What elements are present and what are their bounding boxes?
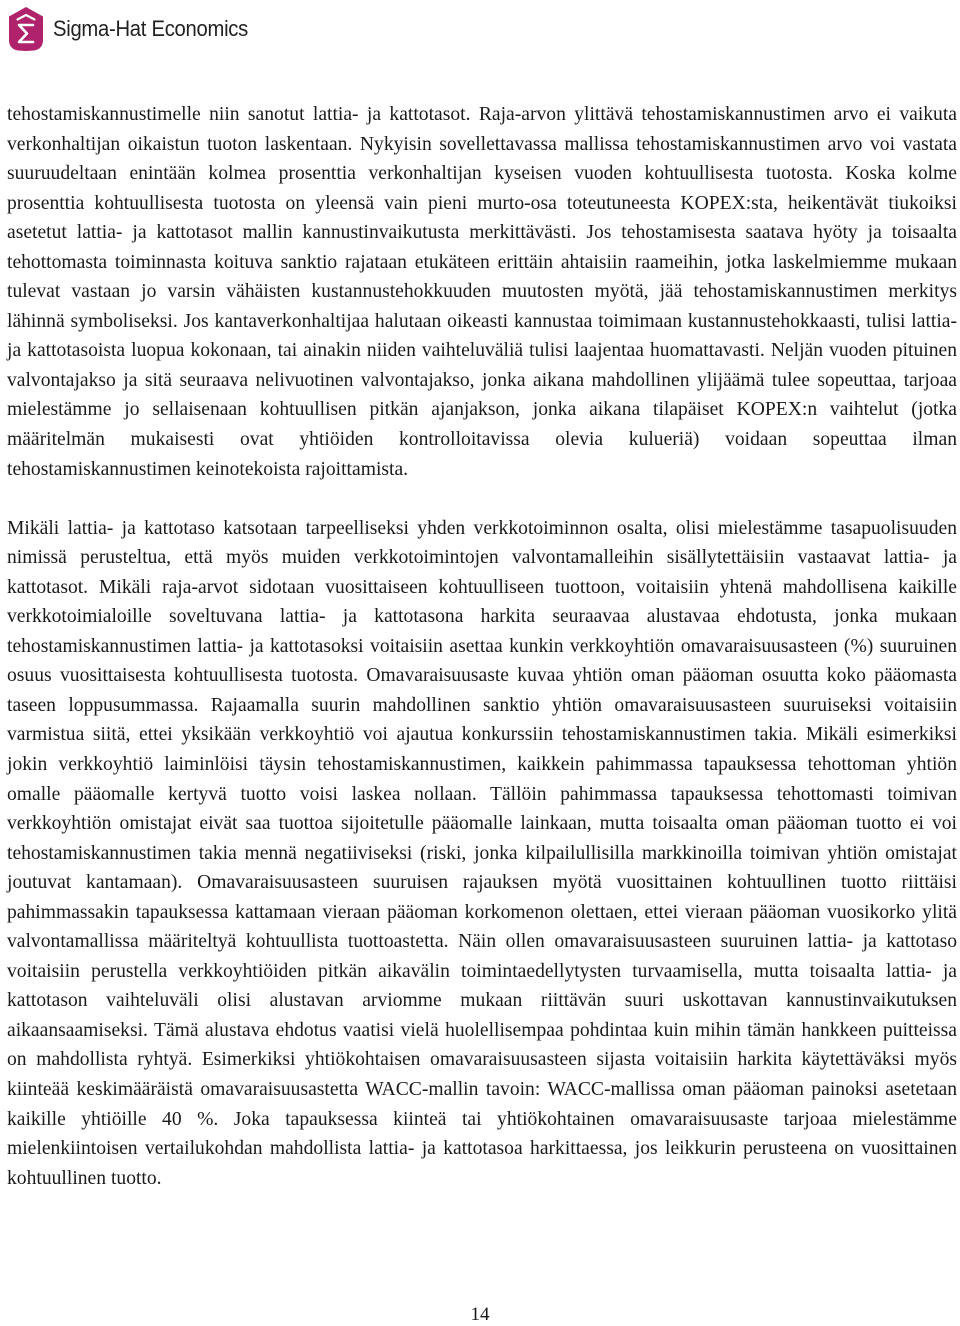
sigma-hat-logo-icon xyxy=(6,6,46,52)
body-paragraph: tehostamiskannustimelle niin sanotut lattia- ja kattotasot. Raja-arvon ylittävä tehostamiskannustimen arvo ei vaikuta verkonhaltijan oikaistun tuoton laskentaan. Nykyisin sovellettavassa mallissa tehostamiskannustimen arvo voi vastata suuruudeltaan enintään kolmea prosenttia verkonhaltijan kyseisen vuoden kohtuullisesta tuotosta. Koska kolme prosenttia kohtuullisesta tuotosta on yleensä vain pieni murto-osa toteutuneesta KOPEX:sta, heikentävät tiukoiksi asetetut lattia- ja kattotasot mallin kannustinvaikutusta merkittävästi. Jos tehostamisesta saatava hyöty ja toisaalta tehottomasta toiminnasta koituva sanktio rajataan etukäteen erittäin ahtaisiin raameihin, jotka laskelmiemme mukaan tulevat vastaan jo varsin vähäisten kustannustehokkuuden muutosten myötä, jää tehostamiskannustimen merkitys lähinnä symboliseksi. Jos kantaverkonhaltijaa halutaan oikeasti kannustaa toimimaan kustannustehokkaasti, tulisi lattia- ja kattotasoista luopua kokonaan, tai ainakin niiden vaihteluväliä tulisi laajentaa huomattavasti. Neljän vuoden pituinen valvontajakso ja sitä seuraava nelivuotinen valvontajakso, jonka aikana mahdollinen ylijäämä tulee sopeuttaa, tarjoaa mielestämme jo sellaisenaan kohtuullisen pitkän ajanjakson, jonka aikana tilapäiset KOPEX:n vaihtelut (jotka määritelmän mukaisesti ovat yhtiöiden kontrolloitavissa olevia kulueriä) voidaan sopeuttaa ilman tehostamiskannustimen keinotekoista rajoittamista. xyxy=(7,104,957,480)
brand-name: Sigma-Hat Economics xyxy=(53,16,248,41)
body-paragraph: Mikäli lattia- ja kattotaso katsotaan tarpeelliseksi yhden verkkotoiminnon osalta, olisi mielestämme tasapuolisuuden nimissä perusteltua, että myös muiden verkkotoimintojen valvontamalleihin sisällytettäisiin vastaavat lattia- ja kattotasot. Mikäli raja-arvot sidotaan vuosittaiseen kohtuulliseen tuottoon, voitaisiin yhtenä mahdollisena kaikille verkkotoimialoille soveltuvana lattia- ja kattotasona harkita seuraavaa alustavaa ehdotusta, jonka mukaan tehostamiskannustimen lattia- ja kattotasoksi voitaisiin asettaa kunkin verkkoyhtiön omavaraisuusasteen (%) suuruinen osuus vuosittaisesta kohtuullisesta tuotosta. Omavaraisuusaste kuvaa yhtiön oman pääoman osuutta koko pääomasta taseen loppusummassa. Rajaamalla suurin mahdollinen sanktio yhtiön omavaraisuusasteen suuruiseksi voitaisiin varmistua siitä, ettei yksikään verkkoyhtiö voi ajautua konkurssiin tehostamiskannustimen takia. Mikäli esimerkiksi jokin verkkoyhtiö laiminlöisi täysin tehostamiskannustimen, kaikkein pahimmassa tapauksessa tehottoman yhtiön omalle pääomalle kertyvä tuotto voisi laskea nollaan. Tällöin pahimmassa tapauksessa tehottomasti toimivan verkkoyhtiön omistajat eivät saa tuottoa sijoitetulle pääomalle lainkaan, mutta toisaalta oman pääoman tuotto ei voi tehostamiskannustimen takia mennä negatiiviseksi (riski, jonka kilpailullisilla markkinoilla toimivan yhtiön omistajat joutuvat kantamaan). Omavaraisuusasteen suuruisen rajauksen myötä vuosittainen kohtuullinen tuotto riittäisi pahimmassakin tapauksessa kattamaan vieraan pääoman korkomenon olettaen, ettei vieraan pääoman vuosikorko ylitä valvontamallissa määriteltyä kohtuullista tuottoastetta. Näin ollen omavaraisuusasteen suuruinen lattia- ja kattotaso voitaisiin perustella verkkoyhtiöiden pitkän aikavälin toimintaedellytysten turvaamisella, mutta toisaalta lattia- ja kattotason vaihteluväli olisi alustavan arviomme mukaan riittävän suuri uskottavan kannustinvaikutuksen aikaansaamiseksi. Tämä alustava ehdotus vaatisi vielä huolellisempaa pohdintaa kuin mihin tämän hankkeen puitteissa on mahdollista ryhtyä. Esimerkiksi yhtiökohtaisen omavaraisuusasteen sijasta voitaisiin harkita käytettäväksi myös kiinteää keskimääräistä omavaraisuusastetta WACC-mallin tavoin: WACC-mallissa oman pääoman painoksi asetetaan kaikille yhtiöille 40 %. Joka tapauksessa kiinteä tai yhtiökohtainen omavaraisuusaste tarjoaa mielestämme mielenkiintoisen vertailukohdan mahdollista lattia- ja kattotasoa harkittaessa, jos leikkurin perusteena on vuosittainen kohtuullinen tuotto. xyxy=(7,517,957,1189)
document-body xyxy=(7,100,957,1193)
page-header xyxy=(6,6,265,52)
page-number: 14 xyxy=(470,1304,490,1325)
